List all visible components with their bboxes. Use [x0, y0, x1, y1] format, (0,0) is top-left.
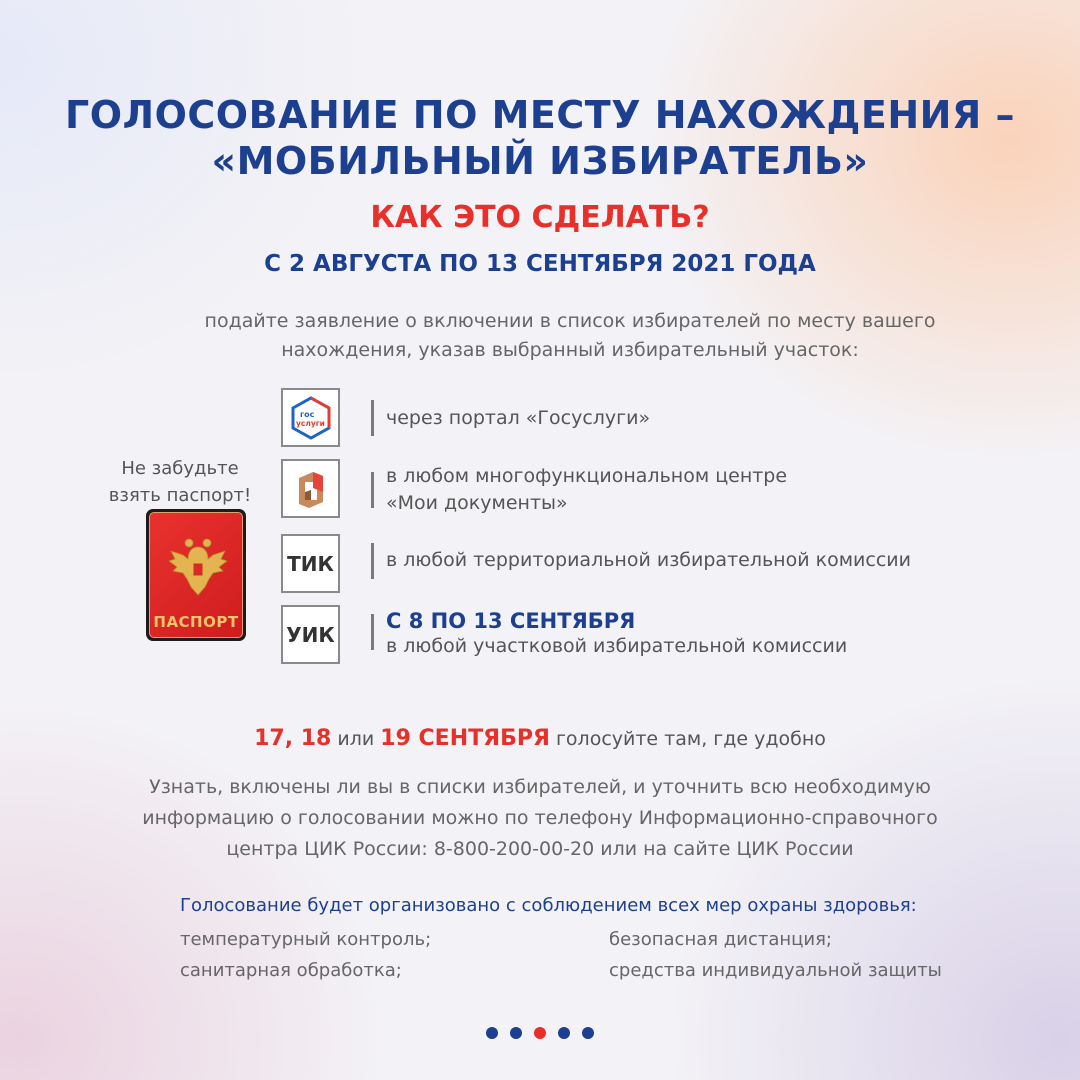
- voting-days: [0, 722, 1080, 756]
- option-mfc-line-1: в любом многофункциональном центре: [386, 465, 788, 487]
- info-paragraph: [130, 772, 950, 865]
- passport-icon: [146, 509, 246, 641]
- option-divider: [371, 472, 374, 508]
- eagle-emblem-icon: [163, 533, 233, 603]
- mfc-documents-icon: [291, 468, 331, 510]
- tik-label: ТИК: [287, 551, 334, 576]
- uik-label: УИК: [286, 622, 335, 647]
- uik-label-box: [281, 605, 340, 664]
- voting-days-text: голосуйте там, где удобно: [549, 728, 826, 750]
- health-item-temperature: температурный контроль;: [180, 929, 432, 950]
- intro-line-2: нахождения, указав выбранный избирательный участок:: [281, 339, 859, 361]
- carousel-pagination: [0, 1027, 1080, 1039]
- pagination-dot[interactable]: [486, 1027, 498, 1039]
- title-line-2: «МОБИЛЬНЫЙ ИЗБИРАТЕЛЬ»: [211, 139, 869, 183]
- option-divider: [371, 543, 374, 579]
- info-line-2: информацию о голосовании можно по телефону Информационно-справочного: [142, 807, 938, 829]
- tik-label-box: [281, 534, 340, 593]
- mfc-logo-box: [281, 459, 340, 518]
- pagination-dot[interactable]: [558, 1027, 570, 1039]
- option-divider: [371, 614, 374, 650]
- option-uik-date: С 8 ПО 13 СЕНТЯБРЯ: [386, 609, 636, 633]
- health-item-protection: средства индивидуальной защиты: [609, 960, 942, 981]
- info-line-3: центра ЦИК России: 8-800-200-00-20 или на сайте ЦИК России: [226, 838, 854, 860]
- gosuslugi-text-bottom: услуги: [295, 418, 325, 428]
- option-uik-text: в любой участковой избирательной комиссии: [386, 635, 848, 657]
- application-period: С 2 АВГУСТА ПО 13 СЕНТЯБРЯ 2021 ГОДА: [264, 251, 816, 277]
- title-line-1: ГОЛОСОВАНИЕ ПО МЕСТУ НАХОЖДЕНИЯ –: [65, 93, 1015, 137]
- option-mfc-line-2: «Мои документы»: [386, 492, 568, 514]
- voting-days-or: или: [331, 728, 381, 750]
- intro-line-1: подайте заявление о включении в список избирателей по месту вашего: [204, 310, 936, 332]
- pagination-dot[interactable]: [510, 1027, 522, 1039]
- passport-label: ПАСПОРТ: [153, 613, 239, 631]
- option-tik-text: в любой территориальной избирательной комиссии: [386, 549, 911, 571]
- reminder-line-2: взять паспорт!: [108, 485, 252, 506]
- reminder-line-1: Не забудьте: [121, 458, 239, 479]
- voting-days-last: 19 СЕНТЯБРЯ: [380, 726, 550, 751]
- pagination-dot-active[interactable]: [534, 1027, 546, 1039]
- pagination-dot[interactable]: [582, 1027, 594, 1039]
- gosuslugi-icon: [288, 395, 334, 441]
- passport-reminder: [90, 455, 270, 509]
- how-to-heading: КАК ЭТО СДЕЛАТЬ?: [370, 200, 710, 235]
- option-divider: [371, 400, 374, 436]
- option-gosuslugi-text: через портал «Госуслуги»: [386, 407, 651, 429]
- health-measures-title: Голосование будет организовано с соблюдением всех мер охраны здоровья:: [180, 895, 917, 916]
- health-item-sanitation: санитарная обработка;: [180, 960, 402, 981]
- gosuslugi-text-top: гос: [299, 409, 314, 419]
- voting-days-first: 17, 18: [254, 726, 332, 751]
- health-item-distance: безопасная дистанция;: [609, 929, 832, 950]
- gosuslugi-logo-box: [281, 388, 340, 447]
- info-line-1: Узнать, включены ли вы в списки избирателей, и уточнить всю необходимую: [149, 776, 931, 798]
